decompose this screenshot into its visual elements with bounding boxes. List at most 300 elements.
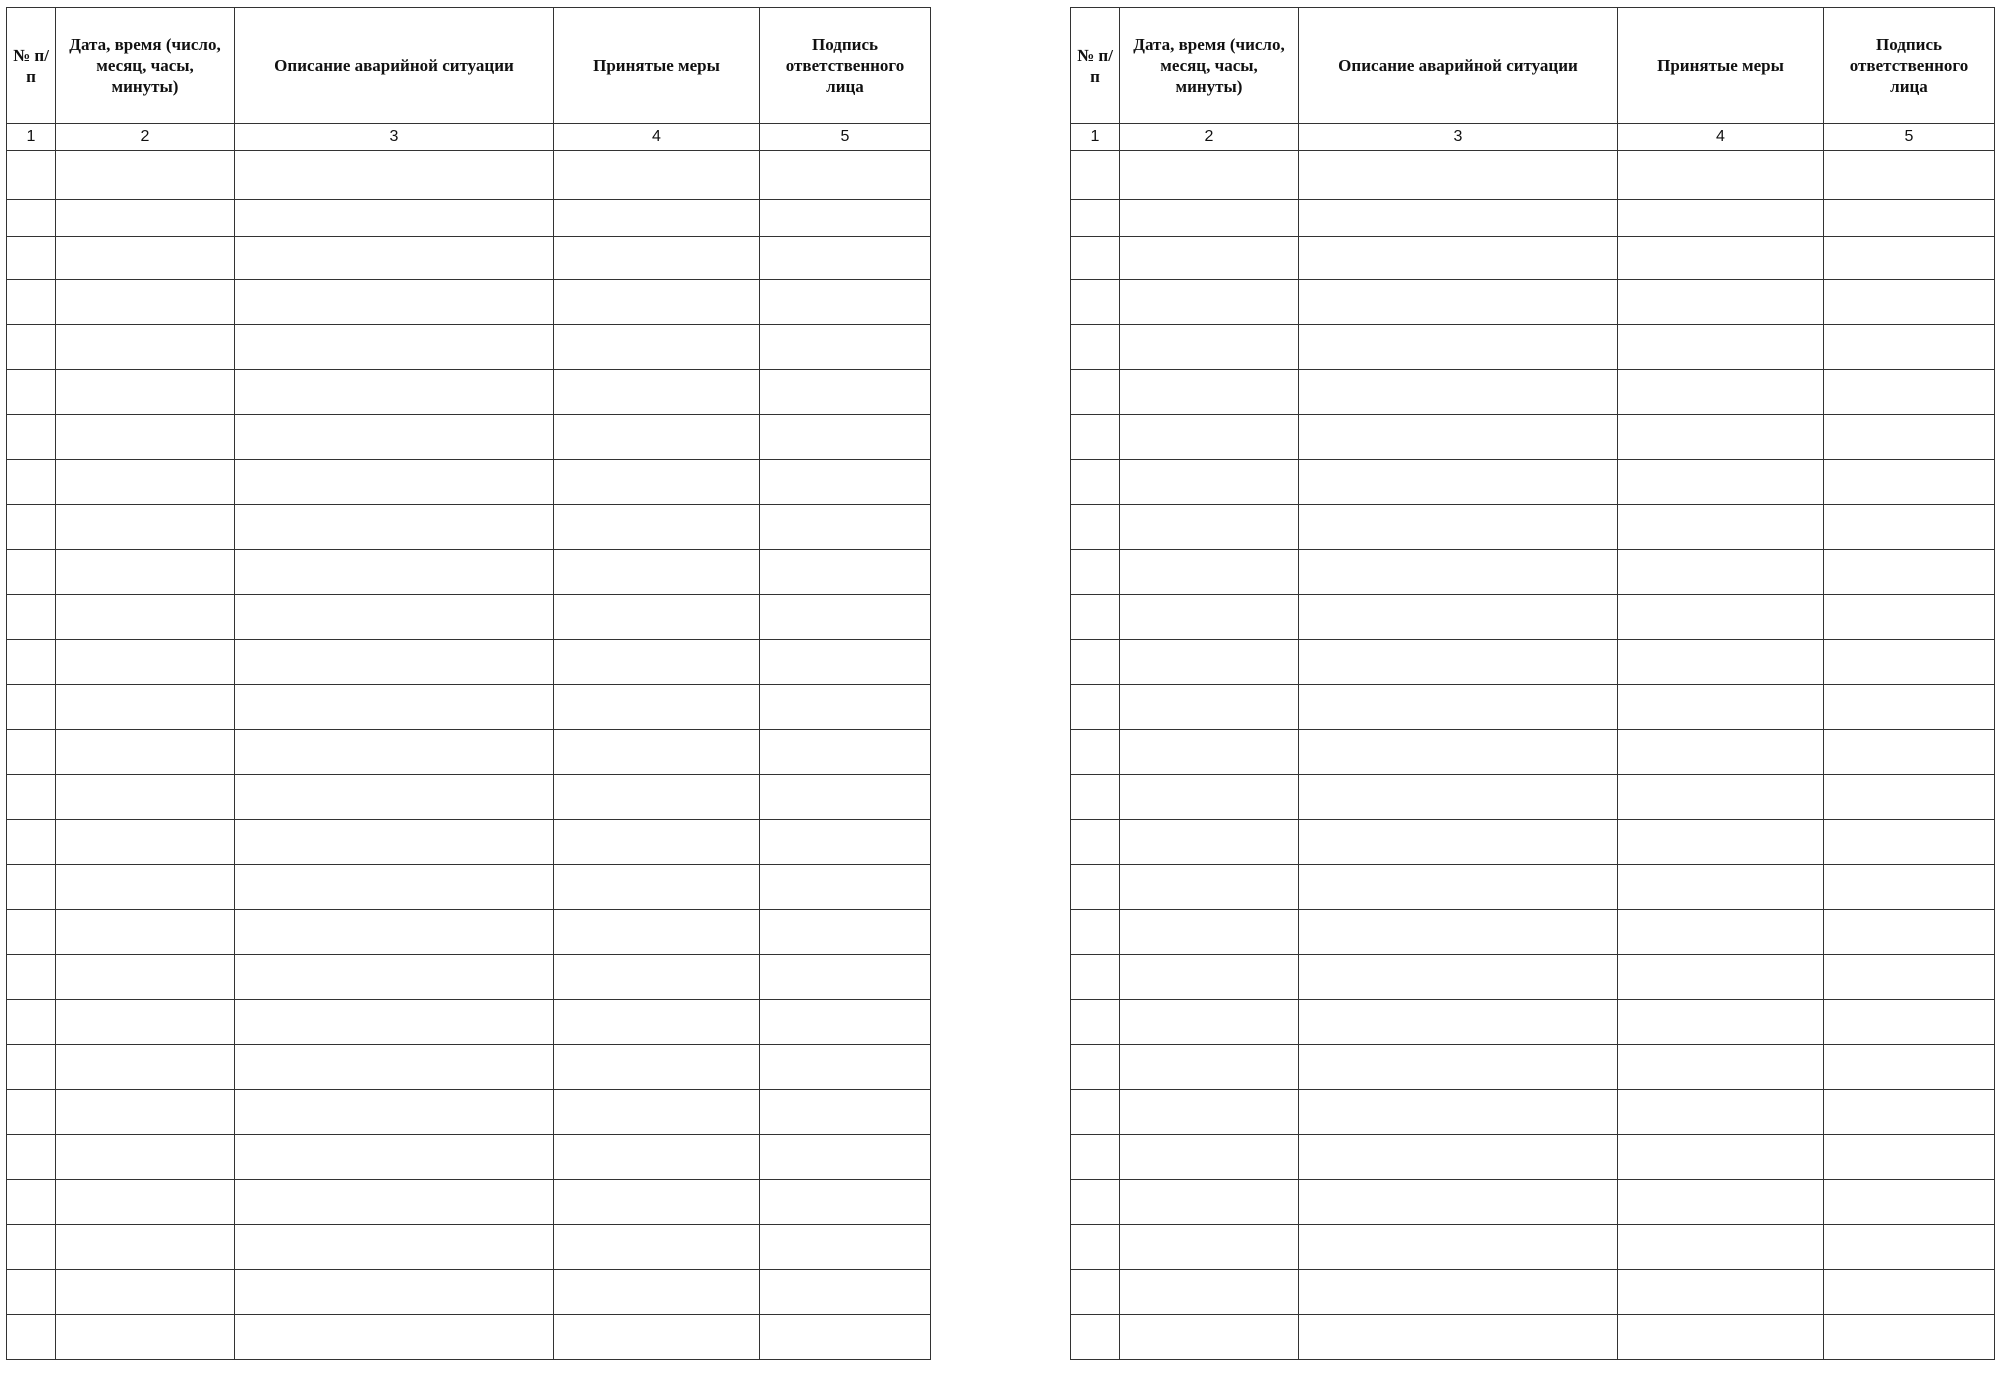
empty-cell bbox=[554, 1180, 760, 1225]
empty-cell bbox=[1120, 237, 1299, 280]
empty-cell bbox=[1299, 1090, 1618, 1135]
table-row bbox=[7, 595, 931, 640]
empty-cell bbox=[235, 151, 554, 200]
table-row bbox=[1071, 595, 1995, 640]
empty-cell bbox=[760, 685, 931, 730]
empty-cell bbox=[1824, 1315, 1995, 1360]
empty-cell bbox=[1120, 550, 1299, 595]
empty-cell bbox=[760, 1135, 931, 1180]
table-body-right bbox=[1071, 151, 1995, 1360]
empty-cell bbox=[56, 280, 235, 325]
empty-cell bbox=[1824, 460, 1995, 505]
empty-cell bbox=[760, 910, 931, 955]
empty-cell bbox=[760, 955, 931, 1000]
empty-cell bbox=[1618, 730, 1824, 775]
table-row bbox=[7, 820, 931, 865]
empty-cell bbox=[1618, 200, 1824, 237]
empty-cell bbox=[554, 200, 760, 237]
table-row bbox=[1071, 865, 1995, 910]
empty-cell bbox=[1071, 1270, 1120, 1315]
empty-cell bbox=[7, 1000, 56, 1045]
column-number: 2 bbox=[56, 124, 235, 151]
empty-cell bbox=[1120, 460, 1299, 505]
empty-cell bbox=[1071, 1135, 1120, 1180]
empty-cell bbox=[554, 370, 760, 415]
empty-cell bbox=[554, 505, 760, 550]
empty-cell bbox=[7, 955, 56, 1000]
column-number: 4 bbox=[1618, 124, 1824, 151]
empty-cell bbox=[554, 730, 760, 775]
table-row bbox=[7, 775, 931, 820]
column-number: 4 bbox=[554, 124, 760, 151]
empty-cell bbox=[1299, 415, 1618, 460]
table-row bbox=[1071, 550, 1995, 595]
empty-cell bbox=[554, 1270, 760, 1315]
empty-cell bbox=[56, 730, 235, 775]
empty-cell bbox=[7, 505, 56, 550]
empty-cell bbox=[1299, 151, 1618, 200]
empty-cell bbox=[7, 865, 56, 910]
column-number: 3 bbox=[235, 124, 554, 151]
empty-cell bbox=[1618, 865, 1824, 910]
empty-cell bbox=[235, 1000, 554, 1045]
empty-cell bbox=[1618, 640, 1824, 685]
empty-cell bbox=[235, 415, 554, 460]
empty-cell bbox=[56, 955, 235, 1000]
empty-cell bbox=[235, 595, 554, 640]
empty-cell bbox=[56, 325, 235, 370]
empty-cell bbox=[1071, 1000, 1120, 1045]
empty-cell bbox=[235, 1180, 554, 1225]
empty-cell bbox=[56, 1045, 235, 1090]
table-row bbox=[7, 1135, 931, 1180]
empty-cell bbox=[1299, 1135, 1618, 1180]
empty-cell bbox=[554, 1090, 760, 1135]
table-row bbox=[7, 550, 931, 595]
empty-cell bbox=[1071, 325, 1120, 370]
empty-cell bbox=[1299, 1000, 1618, 1045]
table-row bbox=[7, 325, 931, 370]
table-row bbox=[7, 415, 931, 460]
empty-cell bbox=[760, 820, 931, 865]
empty-cell bbox=[235, 550, 554, 595]
empty-cell bbox=[1120, 1315, 1299, 1360]
empty-cell bbox=[1299, 505, 1618, 550]
empty-cell bbox=[1120, 415, 1299, 460]
empty-cell bbox=[7, 460, 56, 505]
empty-cell bbox=[1120, 1270, 1299, 1315]
empty-cell bbox=[760, 505, 931, 550]
empty-cell bbox=[56, 415, 235, 460]
empty-cell bbox=[1618, 550, 1824, 595]
column-number: 1 bbox=[7, 124, 56, 151]
empty-cell bbox=[1824, 200, 1995, 237]
empty-cell bbox=[1824, 640, 1995, 685]
empty-cell bbox=[235, 955, 554, 1000]
empty-cell bbox=[1824, 550, 1995, 595]
empty-cell bbox=[1120, 325, 1299, 370]
empty-cell bbox=[554, 550, 760, 595]
empty-cell bbox=[554, 460, 760, 505]
empty-cell bbox=[554, 595, 760, 640]
empty-cell bbox=[7, 1180, 56, 1225]
table-row bbox=[7, 910, 931, 955]
empty-cell bbox=[1824, 370, 1995, 415]
empty-cell bbox=[1618, 1270, 1824, 1315]
empty-cell bbox=[760, 595, 931, 640]
table-row bbox=[1071, 237, 1995, 280]
empty-cell bbox=[56, 775, 235, 820]
empty-cell bbox=[1824, 1270, 1995, 1315]
table-row bbox=[7, 280, 931, 325]
empty-cell bbox=[1299, 325, 1618, 370]
empty-cell bbox=[554, 280, 760, 325]
empty-cell bbox=[1618, 595, 1824, 640]
empty-cell bbox=[760, 1180, 931, 1225]
empty-cell bbox=[1071, 820, 1120, 865]
empty-cell bbox=[7, 200, 56, 237]
table-row bbox=[1071, 685, 1995, 730]
table-row bbox=[7, 685, 931, 730]
table-row bbox=[1071, 460, 1995, 505]
header-measures: Принятые меры bbox=[1618, 8, 1824, 124]
empty-cell bbox=[1120, 685, 1299, 730]
empty-cell bbox=[760, 730, 931, 775]
empty-cell bbox=[1299, 280, 1618, 325]
table-row bbox=[1071, 1045, 1995, 1090]
column-number: 2 bbox=[1120, 124, 1299, 151]
empty-cell bbox=[1071, 460, 1120, 505]
empty-cell bbox=[1618, 1000, 1824, 1045]
empty-cell bbox=[1824, 280, 1995, 325]
empty-cell bbox=[1299, 865, 1618, 910]
empty-cell bbox=[235, 730, 554, 775]
empty-cell bbox=[7, 151, 56, 200]
empty-cell bbox=[235, 1315, 554, 1360]
empty-cell bbox=[1299, 460, 1618, 505]
empty-cell bbox=[760, 370, 931, 415]
table-row bbox=[1071, 1270, 1995, 1315]
empty-cell bbox=[1299, 550, 1618, 595]
table-row bbox=[7, 1315, 931, 1360]
empty-cell bbox=[235, 1090, 554, 1135]
table-row bbox=[7, 200, 931, 237]
empty-cell bbox=[7, 1090, 56, 1135]
empty-cell bbox=[1071, 280, 1120, 325]
empty-cell bbox=[1071, 1090, 1120, 1135]
empty-cell bbox=[1299, 1315, 1618, 1360]
empty-cell bbox=[1824, 775, 1995, 820]
empty-cell bbox=[235, 1135, 554, 1180]
header-description: Описание аварийной ситуации bbox=[1299, 8, 1618, 124]
empty-cell bbox=[760, 865, 931, 910]
empty-cell bbox=[235, 370, 554, 415]
empty-cell bbox=[235, 200, 554, 237]
empty-cell bbox=[7, 370, 56, 415]
empty-cell bbox=[1618, 1180, 1824, 1225]
empty-cell bbox=[1120, 595, 1299, 640]
column-number-row bbox=[1071, 124, 1995, 151]
empty-cell bbox=[1071, 775, 1120, 820]
empty-cell bbox=[1120, 955, 1299, 1000]
empty-cell bbox=[760, 237, 931, 280]
empty-cell bbox=[56, 1225, 235, 1270]
empty-cell bbox=[56, 1315, 235, 1360]
empty-cell bbox=[1299, 595, 1618, 640]
table-row bbox=[7, 1270, 931, 1315]
empty-cell bbox=[7, 910, 56, 955]
header-signature: Подпись ответственного лица bbox=[760, 8, 931, 124]
empty-cell bbox=[1618, 1135, 1824, 1180]
empty-cell bbox=[56, 1135, 235, 1180]
empty-cell bbox=[235, 775, 554, 820]
empty-cell bbox=[1071, 910, 1120, 955]
table-row bbox=[1071, 370, 1995, 415]
empty-cell bbox=[56, 1000, 235, 1045]
empty-cell bbox=[235, 237, 554, 280]
empty-cell bbox=[1618, 280, 1824, 325]
empty-cell bbox=[235, 1225, 554, 1270]
empty-cell bbox=[235, 325, 554, 370]
table-row bbox=[7, 640, 931, 685]
empty-cell bbox=[1071, 640, 1120, 685]
table-row bbox=[1071, 505, 1995, 550]
empty-cell bbox=[7, 1135, 56, 1180]
empty-cell bbox=[1120, 1045, 1299, 1090]
table-row bbox=[1071, 325, 1995, 370]
empty-cell bbox=[7, 280, 56, 325]
table-row bbox=[7, 370, 931, 415]
table-row bbox=[7, 237, 931, 280]
empty-cell bbox=[235, 640, 554, 685]
table-row bbox=[1071, 955, 1995, 1000]
empty-cell bbox=[56, 151, 235, 200]
table-row bbox=[7, 1045, 931, 1090]
empty-cell bbox=[1071, 505, 1120, 550]
empty-cell bbox=[1824, 955, 1995, 1000]
empty-cell bbox=[56, 1090, 235, 1135]
empty-cell bbox=[1824, 237, 1995, 280]
header-datetime: Дата, время (число, месяц, часы, минуты) bbox=[1120, 8, 1299, 124]
empty-cell bbox=[1071, 595, 1120, 640]
empty-cell bbox=[554, 955, 760, 1000]
empty-cell bbox=[56, 237, 235, 280]
table-body-left bbox=[7, 151, 931, 1360]
empty-cell bbox=[1071, 1225, 1120, 1270]
empty-cell bbox=[1071, 865, 1120, 910]
empty-cell bbox=[1824, 865, 1995, 910]
table-row bbox=[1071, 1090, 1995, 1135]
empty-cell bbox=[7, 640, 56, 685]
column-number: 1 bbox=[1071, 124, 1120, 151]
empty-cell bbox=[1299, 1045, 1618, 1090]
incident-log-table-left bbox=[6, 7, 931, 1360]
empty-cell bbox=[760, 325, 931, 370]
empty-cell bbox=[760, 1315, 931, 1360]
empty-cell bbox=[1824, 325, 1995, 370]
empty-cell bbox=[1618, 1090, 1824, 1135]
table-row bbox=[1071, 910, 1995, 955]
empty-cell bbox=[554, 415, 760, 460]
empty-cell bbox=[1299, 955, 1618, 1000]
header-number: № п/п bbox=[7, 8, 56, 124]
header-number: № п/п bbox=[1071, 8, 1120, 124]
empty-cell bbox=[1120, 280, 1299, 325]
empty-cell bbox=[1618, 325, 1824, 370]
empty-cell bbox=[1824, 685, 1995, 730]
empty-cell bbox=[56, 820, 235, 865]
empty-cell bbox=[1824, 730, 1995, 775]
empty-cell bbox=[1120, 1135, 1299, 1180]
table-row bbox=[1071, 415, 1995, 460]
empty-cell bbox=[56, 1270, 235, 1315]
empty-cell bbox=[1299, 775, 1618, 820]
empty-cell bbox=[1299, 370, 1618, 415]
empty-cell bbox=[1824, 1135, 1995, 1180]
empty-cell bbox=[554, 1045, 760, 1090]
empty-cell bbox=[56, 505, 235, 550]
empty-cell bbox=[235, 685, 554, 730]
empty-cell bbox=[1071, 1045, 1120, 1090]
empty-cell bbox=[1824, 1090, 1995, 1135]
empty-cell bbox=[554, 1225, 760, 1270]
empty-cell bbox=[760, 775, 931, 820]
empty-cell bbox=[1120, 1000, 1299, 1045]
empty-cell bbox=[7, 415, 56, 460]
empty-cell bbox=[235, 460, 554, 505]
empty-cell bbox=[1299, 237, 1618, 280]
table-row bbox=[1071, 200, 1995, 237]
empty-cell bbox=[1071, 200, 1120, 237]
empty-cell bbox=[760, 460, 931, 505]
empty-cell bbox=[56, 550, 235, 595]
table-row bbox=[7, 151, 931, 200]
empty-cell bbox=[1120, 775, 1299, 820]
table-row bbox=[7, 1090, 931, 1135]
table-row bbox=[7, 505, 931, 550]
empty-cell bbox=[1299, 685, 1618, 730]
empty-cell bbox=[7, 237, 56, 280]
empty-cell bbox=[1071, 1315, 1120, 1360]
empty-cell bbox=[554, 151, 760, 200]
empty-cell bbox=[1120, 1225, 1299, 1270]
empty-cell bbox=[760, 1225, 931, 1270]
empty-cell bbox=[7, 775, 56, 820]
empty-cell bbox=[760, 550, 931, 595]
table-row bbox=[1071, 775, 1995, 820]
empty-cell bbox=[1120, 730, 1299, 775]
empty-cell bbox=[1120, 151, 1299, 200]
header-measures: Принятые меры bbox=[554, 8, 760, 124]
column-number-row bbox=[7, 124, 931, 151]
empty-cell bbox=[1824, 1000, 1995, 1045]
empty-cell bbox=[1618, 151, 1824, 200]
empty-cell bbox=[1824, 1045, 1995, 1090]
empty-cell bbox=[7, 1315, 56, 1360]
empty-cell bbox=[7, 595, 56, 640]
empty-cell bbox=[235, 1045, 554, 1090]
empty-cell bbox=[554, 820, 760, 865]
table-row bbox=[1071, 1315, 1995, 1360]
empty-cell bbox=[235, 820, 554, 865]
empty-cell bbox=[235, 910, 554, 955]
empty-cell bbox=[1071, 685, 1120, 730]
header-row bbox=[7, 8, 931, 124]
left-page bbox=[6, 7, 931, 1360]
empty-cell bbox=[1071, 370, 1120, 415]
empty-cell bbox=[1299, 1225, 1618, 1270]
empty-cell bbox=[1299, 910, 1618, 955]
table-row bbox=[7, 865, 931, 910]
empty-cell bbox=[1618, 505, 1824, 550]
empty-cell bbox=[1618, 910, 1824, 955]
empty-cell bbox=[1120, 1090, 1299, 1135]
empty-cell bbox=[56, 865, 235, 910]
empty-cell bbox=[1824, 595, 1995, 640]
empty-cell bbox=[1120, 910, 1299, 955]
column-number: 3 bbox=[1299, 124, 1618, 151]
empty-cell bbox=[554, 775, 760, 820]
table-row bbox=[7, 1000, 931, 1045]
empty-cell bbox=[7, 820, 56, 865]
empty-cell bbox=[554, 237, 760, 280]
empty-cell bbox=[760, 1000, 931, 1045]
empty-cell bbox=[1824, 505, 1995, 550]
empty-cell bbox=[760, 280, 931, 325]
empty-cell bbox=[1824, 151, 1995, 200]
empty-cell bbox=[235, 865, 554, 910]
empty-cell bbox=[235, 1270, 554, 1315]
table-row bbox=[1071, 820, 1995, 865]
empty-cell bbox=[7, 325, 56, 370]
empty-cell bbox=[554, 1000, 760, 1045]
empty-cell bbox=[56, 200, 235, 237]
empty-cell bbox=[1120, 1180, 1299, 1225]
empty-cell bbox=[1299, 1180, 1618, 1225]
empty-cell bbox=[1071, 550, 1120, 595]
empty-cell bbox=[7, 730, 56, 775]
empty-cell bbox=[760, 151, 931, 200]
empty-cell bbox=[554, 325, 760, 370]
header-datetime: Дата, время (число, месяц, часы, минуты) bbox=[56, 8, 235, 124]
empty-cell bbox=[760, 1270, 931, 1315]
empty-cell bbox=[7, 1045, 56, 1090]
empty-cell bbox=[1618, 1225, 1824, 1270]
empty-cell bbox=[1299, 820, 1618, 865]
empty-cell bbox=[1618, 1315, 1824, 1360]
header-signature: Подпись ответственного лица bbox=[1824, 8, 1995, 124]
column-number: 5 bbox=[1824, 124, 1995, 151]
empty-cell bbox=[1299, 640, 1618, 685]
empty-cell bbox=[1618, 370, 1824, 415]
empty-cell bbox=[7, 1270, 56, 1315]
empty-cell bbox=[1120, 200, 1299, 237]
empty-cell bbox=[1824, 1225, 1995, 1270]
empty-cell bbox=[760, 640, 931, 685]
empty-cell bbox=[554, 865, 760, 910]
empty-cell bbox=[760, 1045, 931, 1090]
incident-log-table-right bbox=[1070, 7, 1995, 1360]
empty-cell bbox=[1618, 685, 1824, 730]
empty-cell bbox=[56, 595, 235, 640]
table-row bbox=[7, 460, 931, 505]
empty-cell bbox=[1071, 1180, 1120, 1225]
empty-cell bbox=[760, 415, 931, 460]
empty-cell bbox=[554, 640, 760, 685]
empty-cell bbox=[1824, 415, 1995, 460]
table-row bbox=[1071, 730, 1995, 775]
empty-cell bbox=[1299, 730, 1618, 775]
